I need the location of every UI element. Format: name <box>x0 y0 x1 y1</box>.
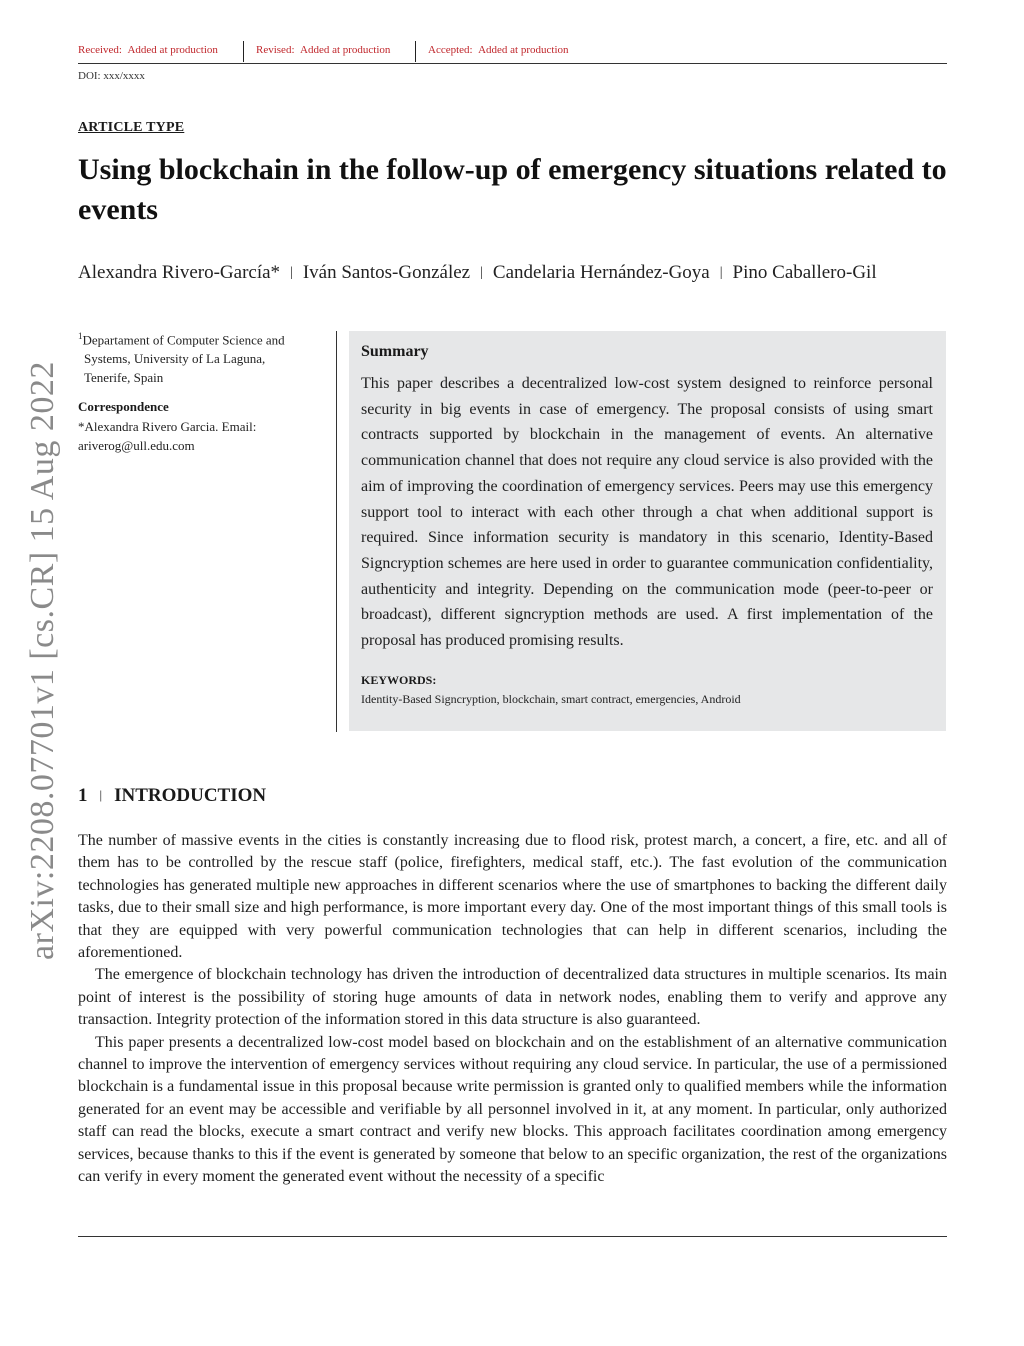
body-text <box>78 830 947 1189</box>
doi: DOI: xxx/xxxx <box>78 70 145 82</box>
revised-date: Revised: Added at production <box>256 44 391 56</box>
author-list: Alexandra Rivero-García* | Iván Santos-González | Candelaria Hernández-Goya | Pino Caballero-Gil <box>78 262 877 283</box>
footer-rule <box>78 1236 947 1237</box>
paragraph: This paper presents a decentralized low-cost model based on blockchain and on the establishment of an alternative communication channel to improve the intervention of emergency services without requiring any cloud service. In particular, the use of a permissioned blockchain is a fundamental issue in this proposal because write permission is granted only to qualified members while the information generated for an event may be accessible and verifiable by all personnel involved in it, at any moment. In particular, only authorized staff can read the blocks, execute a smart contract and verify new blocks. This approach facilitates coordination among emergency services, because thanks to this if the event is generated by someone that below to an specific organization, the rest of the organizations can verify in every moment the generated event without the necessity of a specific <box>78 1033 947 1186</box>
article-type: ARTICLE TYPE <box>78 120 185 135</box>
summary-text: This paper describes a decentralized low-cost system designed to reinforce personal security in big events in case of emergency. The proposal consists of using smart contracts supported by blockchain in the management of events. An alternative communication channel that does not require any cloud service is also provided with the aim of improving the coordination of emergency services. Peers may use this emergency support tool to interact with each other through a chat when additional support is required. Since information security is mandatory in this scenario, Identity-Based Signcryption schemes are here used in order to guarantee communication confidentiality, authenticity and integrity. Depending on the communication mode (peer-to-peer or broadcast), different signcryption methods are used. A first implementation of the proposal has produced promising results. <box>361 375 933 650</box>
author: Candelaria Hernández-Goya <box>492 262 710 283</box>
publication-dates <box>78 44 948 64</box>
paragraph: The emergence of blockchain technology has driven the introduction of decentralized data structures in multiple scenarios. Its main point of interest is the possibility of storing huge amounts of data in network nodes, enabling them to verify and approve any transaction. Integrity protection of the information stored in this data structure is also guaranteed. <box>78 966 947 1029</box>
arxiv-stamp: arXiv:2208.07701v1 [cs.CR] 15 Aug 2022 <box>24 361 61 960</box>
date-separator <box>243 41 244 62</box>
header-rule <box>78 63 947 64</box>
accepted-date: Accepted: Added at production <box>428 44 569 56</box>
paragraph: The number of massive events in the cities is constantly increasing due to flood risk, protest march, a concert, a fire, etc. and all of them has to be controlled by the rescue staff (police, firefighters, medical staff, etc.). The fast evolution of the communication technologies has generated multiple new approaches in different scenarios where the use of smartphones to backing the different daily tasks, due to their small size and high performance, is more important every day. One of the most important things of this small tools is that they are equipped with very powerful communication technologies that can help in different scenarios, including the aforementioned. <box>78 832 947 962</box>
correspondence-details: *Alexandra Rivero Garcia. Email: ariverog@ull.edu.com <box>78 419 257 453</box>
paper-title: Using blockchain in the follow-up of emergency situations related to events <box>78 153 947 226</box>
date-separator <box>415 41 416 62</box>
keywords-list: Identity-Based Signcryption, blockchain, smart contract, emergencies, Android <box>361 692 741 706</box>
column-divider <box>336 331 337 732</box>
author: Pino Caballero-Gil <box>732 262 877 283</box>
affiliation: $^1$Departament of Computer Science and Systems, University of La Laguna, Tenerife, Spain <box>78 331 285 386</box>
keywords-heading: KEYWORDS: <box>361 673 437 687</box>
author: Alexandra Rivero-García* <box>78 262 281 283</box>
correspondence-heading: Correspondence <box>78 399 169 414</box>
section-heading: 1 | INTRODUCTION <box>78 785 267 806</box>
author: Iván Santos-González <box>302 262 471 283</box>
summary-heading: Summary <box>361 343 429 360</box>
received-date: Received: Added at production <box>78 44 218 56</box>
